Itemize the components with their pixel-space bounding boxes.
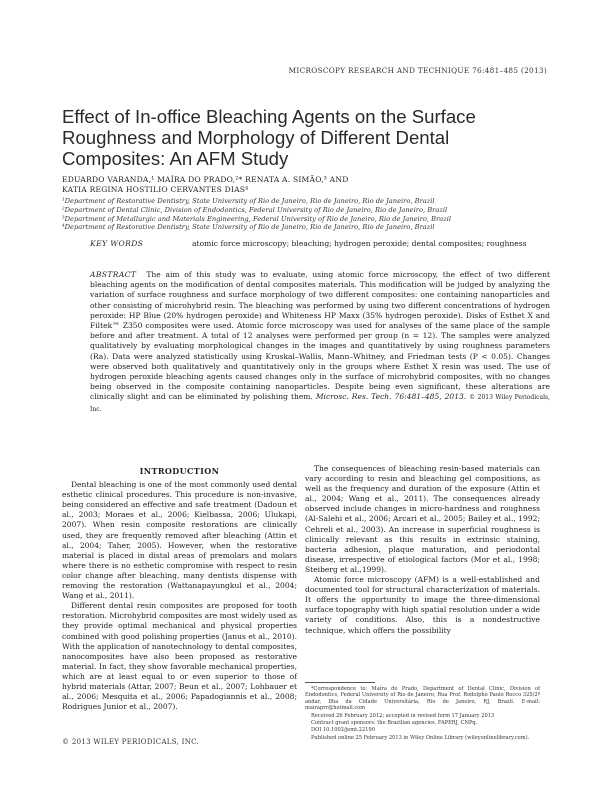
abstract-citation: Microsc. Res. Tech. 76:481–485, 2013.: [315, 392, 467, 402]
section-heading-introduction: INTRODUCTION: [139, 466, 220, 476]
affiliation: ¹Department of Restorative Dentistry, State University of Rio de Janeiro, Rio de Janeiro, Rio de Janeiro, Brazil: [62, 197, 435, 205]
abstract-copyright: © 2013 Wiley Periodicals, Inc.: [90, 394, 550, 413]
body-paragraph: Dental bleaching is one of the most commonly used dental esthetic clinical procedures. This procedure is non-invasive, being considered an effective and safe treatment (Dadoun et al., 2003; Moraes et al., 2006; Kielbassa, 2006; Ulukapi, 2007). When resin composite restorations are clinically used, they are frequently removed after bleaching (Attin et al., 2004; Taher, 2005). However, when the restorative material is placed in distal areas of premolars and molars where there is no esthetic compromise with respect to resin color change after bleaching, many dentists dispense with removing the restoration (Wattanapayungkul et al., 2004; Wang et al., 2011).: [62, 480, 297, 601]
doi-note: DOI 10.1002/jemt.22190: [311, 727, 375, 734]
article-title: Effect of In-office Bleaching Agents on the Surface Roughness and Morphology of Different Dental Composites: An AFM Study: [62, 106, 476, 169]
left-column: [62, 466, 297, 712]
correspondence-note: *Correspondence to: Maíra do Prado, Department of Dental Clinic, Division of Endodontics, Federal University of Rio de Janeiro, Rua Prof. Rodolpho Paulo Rocco 325/2º andar, Ilha da Cidade Universitária, Rio de Janeiro, RJ, Brazil. E-mail: mairaprr@hotmail.com: [305, 686, 540, 712]
author-line: KATIA REGINA HOSTILIO CERVANTES DIAS⁴: [62, 185, 249, 194]
keywords-text: atomic force microscopy; bleaching; hydrogen peroxide; dental composites; roughness: [192, 239, 527, 248]
abstract-text: The aim of this study was to evaluate, using atomic force microscopy, the effect of two different bleaching agents on the modification of dental composites materials. This modification will be judged by analyzing the variation of surface roughness and surface morphology of two different composites: one containing nanoparticles and other consisting of microhybrid resin. The bleaching was performed by using two different concentrations of hydrogen peroxide: HP Blue (20% hydrogen peroxide) and Whiteness HP Maxx (35% hydrogen peroxide). Disks of Esthet X and Filtek™ Z350 composites were used. Atomic force microscopy was used for analyses of the same place of the sample before and after treatment. A total of 12 analyses were performed per group (n = 12). The samples were analyzed qualitatively by evaluating morphological changes in the images and quantitatively by using roughness parameters (Ra). Data were analyzed statistically using Kruskal–Wallis, Mann–Whitney, and Friedman tests (P < 0.05). Changes were observed both qualitatively and quantitatively only in the groups where Esthet X resin was used. The use of hydrogen peroxide bleaching agents caused changes only in the surface of microhybrid composites, with no changes being observed in the composite containing nanoparticles. Despite being even significant, these alterations are clinically slight and can be eliminated by polishing them.: [90, 270, 550, 402]
affiliation: ⁴Department of Restorative Dentistry, State University of Rio de Janeiro, Rio de Janeiro, Rio de Janeiro, Brazil: [62, 223, 435, 232]
body-paragraph: The consequences of bleaching resin-based materials can vary according to resin and bleaching gel compositions, as well as the frequency and duration of the exposure (Attin et al., 2004; Wang et al., 2011). The consequences already observed include changes in micro-hardness and roughness (Al-Salehi et al., 2006; Arcari et al., 2005; Bailey et al., 1992; Cehreli et al., 2003). An increase in superficial roughness is clinically relevant as this results in extrinsic staining, bacteria adhesion, plaque maturation, and periodontal disease, irrespective of etiological factors (Mor et al., 1998; Steiberg et al.,1999).: [305, 464, 540, 574]
grant-note: Contract grant sponsors: the Brazilian agencies, FAPERJ, CNPq.: [311, 720, 478, 727]
author-list: [62, 175, 542, 195]
footnotes: [305, 686, 540, 742]
affiliation: ³Department of Metallurgic and Materials Engineering, Federal University of Rio de Janeiro, Rio de Janeiro, Brazil: [62, 214, 452, 223]
affiliation: ²Department of Dental Clinic, Division of Endodontics, Federal University of Rio de Janeiro, Rio de Janeiro, Brazil: [62, 205, 448, 214]
keywords-label: KEY WORDS: [90, 239, 144, 248]
abstract-label: ABSTRACT: [90, 270, 137, 279]
footnote-divider: [305, 682, 375, 683]
author-line: EDUARDO VARANDA,¹ MAÍRA DO PRADO,²* RENATA A. SIMÃO,³ AND: [62, 175, 349, 184]
body-paragraph: Atomic force microscopy (AFM) is a well-established and documented tool for structural characterization of materials. It offers the opportunity to image the three-dimensional surface topography with high spatial resolution under a wide variety of conditions. Also, this is a nondestructive technique, which offers the possibility: [305, 575, 540, 635]
journal-header: MICROSCOPY RESEARCH AND TECHNIQUE 76:481–485 (2013): [288, 66, 547, 75]
right-column: [305, 464, 540, 636]
affiliation-list: [62, 197, 542, 232]
published-note: Published online 25 February 2013 in Wiley Online Library (wileyonlinelibrary.com).: [311, 734, 530, 741]
page-copyright: © 2013 WILEY PERIODICALS, INC.: [62, 738, 200, 746]
received-note: Received 26 February 2012; accepted in revised form 17 January 2013: [311, 712, 495, 719]
body-paragraph: Different dental resin composites are proposed for tooth restoration. Microhybrid composites are most widely used as they provide optimal mechanical and physical properties combined with good polishing properties (Janus et al., 2010). With the application of nanotechnology to dental composites, nanocomposites have also been proposed as restorative material. In fact, they show favorable mechanical properties, which are at least equal to or even superior to those of hybrid materials (Attar, 2007; Beun et al., 2007; Lohbauer et al., 2006; Mesquita et al., 2006; Papadogiannis et al., 2008; Rodrigues Junior et al., 2007).: [62, 601, 297, 712]
abstract-block: [90, 270, 550, 415]
